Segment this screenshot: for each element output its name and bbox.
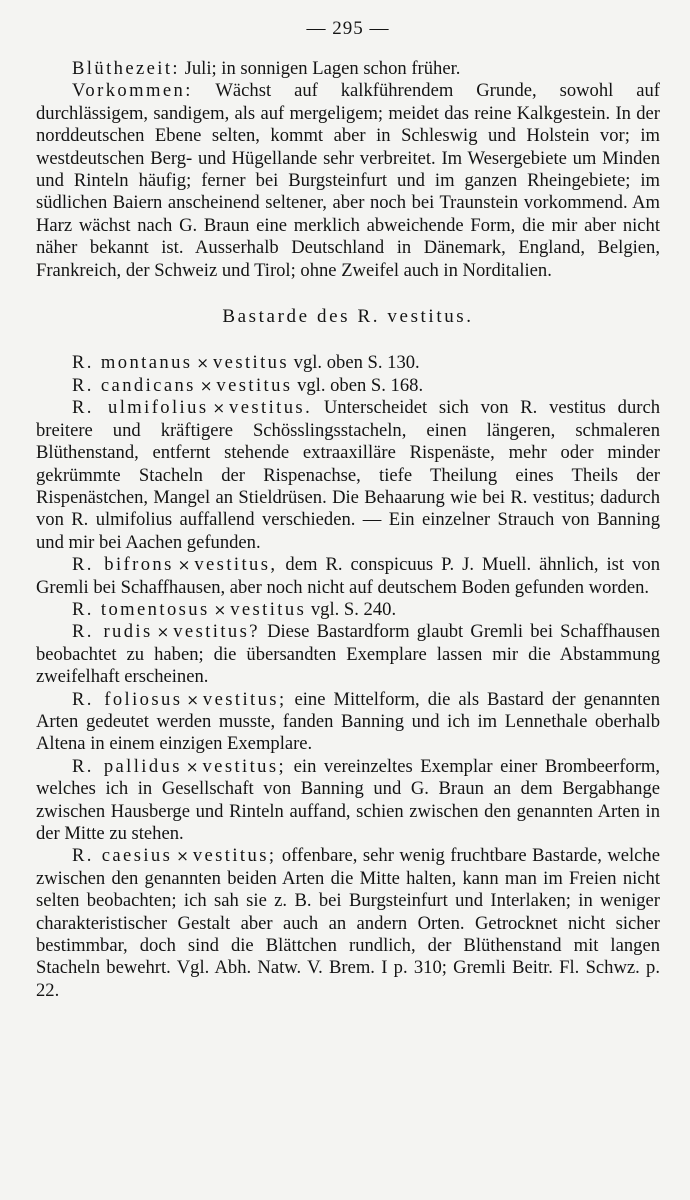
hybrid-entry: [36, 352, 660, 374]
hybrid-entry: [36, 756, 660, 846]
page-number: — 295 —: [306, 18, 390, 39]
species-a: R. bifrons: [72, 554, 174, 576]
hybrid-entry: [36, 599, 660, 621]
cross-icon: ×: [199, 376, 213, 395]
section-heading: Bastarde des R. vestitus.: [222, 306, 474, 328]
species-a: R. pallidus: [72, 755, 182, 777]
hybrid-entry: [36, 845, 660, 1002]
species-b: vestitus;: [202, 688, 287, 710]
species-b: vestitus: [216, 374, 293, 396]
cross-icon: ×: [213, 600, 227, 619]
species-b: vestitus: [212, 352, 290, 374]
species-b: vestitus.: [229, 397, 313, 419]
species-b: vestitus;: [192, 845, 277, 867]
cross-icon: ×: [176, 847, 189, 866]
cross-icon: ×: [212, 399, 226, 418]
species-a: R. foliosus: [72, 688, 183, 710]
species-a: R. candicans: [72, 374, 196, 396]
hybrid-entry: [36, 554, 660, 599]
species-b: vestitus?: [173, 621, 260, 643]
species-a: R. ulmifolius: [72, 397, 209, 419]
paragraph-bluethezeit: [36, 58, 660, 80]
hybrid-entry: [36, 375, 660, 397]
entry-text: vgl. S. 240.: [306, 598, 397, 620]
entry-text: dem R. conspicuus P. J. Muell. ähnlich, ist von Gremli bei Schaffhausen, aber noch nicht auf deutschem Boden gefunden worden.: [36, 554, 660, 598]
entry-text: ein vereinzeltes Exemplar einer Brombeerform, welches ich in Gesellschaft von Banning und G. Braun an dem Bergabhange zwischen Hausberge und Rinteln auffand, schien zwischen den genannten Arten in der Mitte zu stehen.: [36, 755, 660, 844]
term: Blüthezeit:: [72, 58, 180, 79]
entry-text: offenbare, sehr wenig fruchtbare Bastarde, welche zwischen den genannten beiden Arten die Mitte halten, kann man im Freien nicht selten beobachten; ich sah sie z. B. bei Burgsteinfurt und Interlaken; in weniger charakteristischer Gestalt aber auch an andern Orten. Getrocknet nicht sicher bestimmbar, doch sind die Blättchen rundlich, der Blüthenstand mit langen Stacheln bewehrt. Vgl. Abh. Natw. V. Brem. I p. 310; Gremli Beitr. Fl. Schwz. p. 22.: [36, 845, 660, 1001]
species-a: R. caesius: [72, 845, 173, 867]
paragraph-text: Juli; in sonnigen Lagen schon früher.: [179, 58, 461, 79]
entry-text: vgl. oben S. 130.: [289, 352, 420, 374]
entry-text: Diese Bastardform glaubt Gremli bei Schaffhausen beobachtet zu haben; die übersandten Exemplare lassen mir die Abstammung zweifelhaft erscheinen.: [36, 621, 660, 688]
cross-icon: ×: [185, 757, 199, 776]
paragraph-text: Wächst auf kalkführendem Grunde, sowohl auf durchlässigem, sandigem, als auf mergeligem; meidet das reine Kalkgestein. In der norddeutschen Ebene selten, kommt aber in Schleswig und Holstein vor; im westdeutschen Berg- und Hügellande sehr verbreitet. Im Wesergebiete um Minden und Rinteln häufig; ferner bei Burgsteinfurt und im ganzen Rheingebiete; im südlichen Baiern anscheinend seltener, aber noch bei Traunstein vorkommend. Am Harz wächst nach G. Braun eine merklich abweichende Form, die mir aber nicht näher bekannt ist. Ausserhalb Deutschland in Dänemark, England, Belgien, Frankreich, der Schweiz und Tirol; ohne Zweifel auch in Norditalien.: [36, 80, 660, 281]
cross-icon: ×: [186, 690, 199, 709]
species-a: R. montanus: [72, 352, 193, 374]
hybrid-entry: [36, 397, 660, 554]
species-a: R. tomentosus: [72, 598, 210, 620]
term: Vorkommen:: [72, 80, 193, 102]
entry-text: Unterscheidet sich von R. vestitus durch breitere und kräftigere Schösslingsstacheln, einen längeren, schmaleren Blüthenstand, entfernt stehende extraaxilläre Rispenäste, mehr oder minder gekrümmte Stacheln der Rispenachse, tiefe Theilung eines Theils der Rispenästchen, Mangel an Stieldrüsen. Die Behaarung wie bei R. vestitus; dadurch von R. ulmifolius auffallend verschieden. — Ein einzelner Strauch von Banning und mir bei Aachen gefunden.: [36, 397, 660, 553]
hybrid-entry: [36, 621, 660, 688]
entry-text: vgl. oben S. 168.: [292, 374, 424, 396]
species-b: vestitus,: [194, 554, 278, 576]
body-text: [36, 58, 660, 1002]
cross-icon: ×: [196, 354, 209, 373]
cross-icon: ×: [156, 623, 170, 642]
entry-text: eine Mittelform, die als Bastard der genannten Arten gedeutet werden musste, fanden Banning und ich im Lennethale oberhalb Altena in einem einzigen Exemplare.: [36, 688, 660, 755]
paragraph-vorkommen: [36, 80, 660, 282]
cross-icon: ×: [177, 556, 191, 575]
species-b: vestitus: [230, 598, 307, 620]
species-b: vestitus;: [202, 755, 287, 777]
species-a: R. rudis: [72, 621, 153, 643]
hybrid-entry: [36, 689, 660, 756]
